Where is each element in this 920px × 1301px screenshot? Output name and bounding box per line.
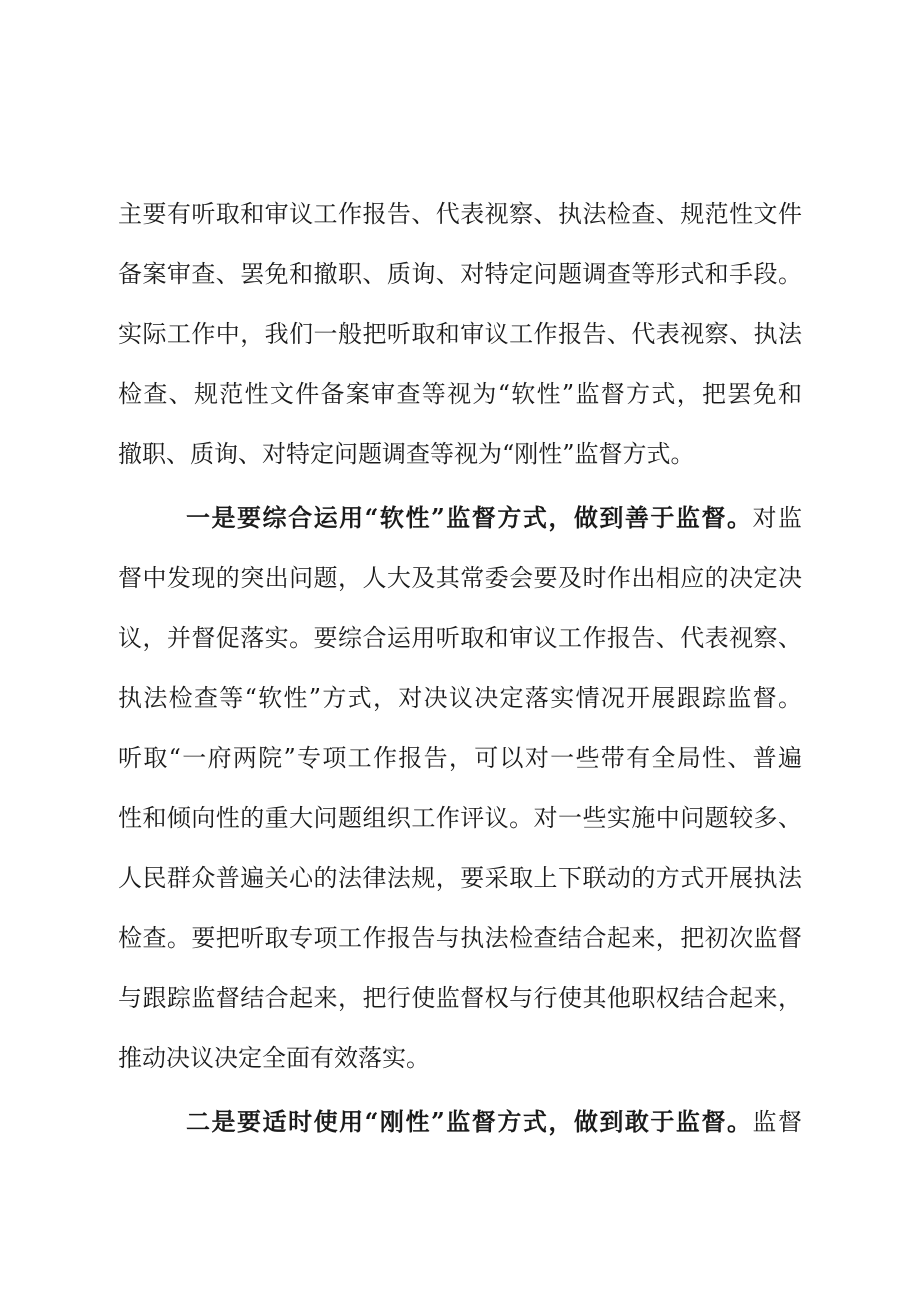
paragraph-1-line-1: 主要有听取和审议工作报告、代表视察、执法检查、规范性文件 bbox=[118, 200, 802, 228]
paragraph-2-line-8: 检查。要把听取专项工作报告与执法检查结合起来，把初次监督 bbox=[118, 924, 802, 952]
paragraph-2-first-line-rest: 对监 bbox=[752, 504, 802, 532]
paragraph-3-first-line-rest: 监督 bbox=[752, 1108, 802, 1136]
paragraph-2-heading: 一是要综合运用“软性”监督方式，做到善于监督。 bbox=[186, 503, 753, 532]
paragraph-3-line-1 bbox=[186, 1102, 802, 1142]
paragraph-2-line-5: 听取“一府两院”专项工作报告，可以对一些带有全局性、普遍 bbox=[118, 744, 802, 772]
paragraph-2-line-4: 执法检查等“软性”方式，对决议决定落实情况开展跟踪监督。 bbox=[118, 684, 802, 712]
paragraph-1-line-4: 检查、规范性文件备案审查等视为“软性”监督方式，把罢免和 bbox=[118, 380, 802, 408]
paragraph-1-line-3: 实际工作中，我们一般把听取和审议工作报告、代表视察、执法 bbox=[118, 320, 802, 348]
paragraph-2-line-7: 人民群众普遍关心的法律法规，要采取上下联动的方式开展执法 bbox=[118, 864, 802, 892]
paragraph-2-line-9: 与跟踪监督结合起来，把行使监督权与行使其他职权结合起来， bbox=[118, 984, 802, 1012]
paragraph-3-heading: 二是要适时使用“刚性”监督方式，做到敢于监督。 bbox=[186, 1107, 753, 1136]
paragraph-2-line-10: 推动决议决定全面有效落实。 bbox=[118, 1044, 430, 1072]
paragraph-1-line-2: 备案审查、罢免和撤职、质询、对特定问题调查等形式和手段。 bbox=[118, 260, 802, 288]
paragraph-2-line-3: 议，并督促落实。要综合运用听取和审议工作报告、代表视察、 bbox=[118, 624, 802, 652]
paragraph-2-line-1 bbox=[186, 498, 802, 538]
paragraph-1-line-5: 撤职、质询、对特定问题调查等视为“刚性”监督方式。 bbox=[118, 440, 695, 468]
paragraph-2-line-6: 性和倾向性的重大问题组织工作评议。对一些实施中问题较多、 bbox=[118, 804, 802, 832]
paragraph-2-line-2: 督中发现的突出问题，人大及其常委会要及时作出相应的决定决 bbox=[118, 564, 802, 592]
